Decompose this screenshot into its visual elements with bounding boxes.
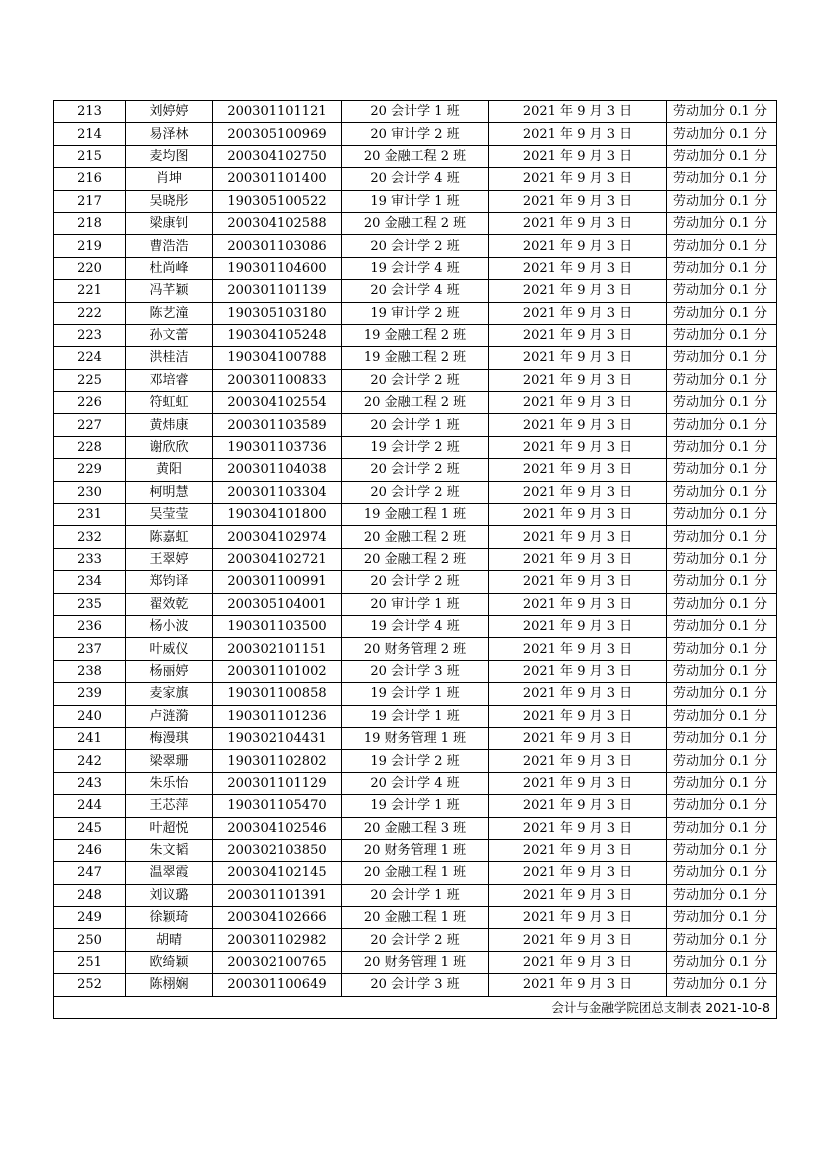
student-id-cell: 200301100649 — [213, 974, 342, 996]
student-name-cell: 麦均图 — [126, 145, 213, 167]
student-id-cell: 200301101139 — [213, 280, 342, 302]
row-number-cell: 222 — [54, 302, 126, 324]
row-number-cell: 227 — [54, 414, 126, 436]
row-number-cell: 224 — [54, 347, 126, 369]
note-cell: 劳动加分 0.1 分 — [667, 884, 777, 906]
class-name-cell: 20 会计学 4 班 — [342, 772, 489, 794]
table-row — [54, 347, 777, 369]
note-cell: 劳动加分 0.1 分 — [667, 683, 777, 705]
student-id-cell: 200301101400 — [213, 168, 342, 190]
class-name-cell: 20 会计学 1 班 — [342, 884, 489, 906]
student-name-cell: 谢欣欣 — [126, 436, 213, 458]
class-name-cell: 19 会计学 2 班 — [342, 750, 489, 772]
row-number-cell: 240 — [54, 705, 126, 727]
table-row — [54, 548, 777, 570]
date-cell: 2021 年 9 月 3 日 — [489, 235, 667, 257]
class-name-cell: 20 会计学 3 班 — [342, 974, 489, 996]
student-id-cell: 200302103850 — [213, 839, 342, 861]
note-cell: 劳动加分 0.1 分 — [667, 190, 777, 212]
date-cell: 2021 年 9 月 3 日 — [489, 951, 667, 973]
table-row — [54, 951, 777, 973]
note-cell: 劳动加分 0.1 分 — [667, 123, 777, 145]
student-id-cell: 200304102974 — [213, 526, 342, 548]
row-number-cell: 237 — [54, 638, 126, 660]
row-number-cell: 216 — [54, 168, 126, 190]
student-id-cell: 200301100833 — [213, 369, 342, 391]
table-row — [54, 168, 777, 190]
row-number-cell: 218 — [54, 212, 126, 234]
student-name-cell: 温翠霞 — [126, 862, 213, 884]
note-cell: 劳动加分 0.1 分 — [667, 168, 777, 190]
student-name-cell: 欧绮颖 — [126, 951, 213, 973]
class-name-cell: 20 会计学 4 班 — [342, 168, 489, 190]
class-name-cell: 19 会计学 1 班 — [342, 705, 489, 727]
class-name-cell: 19 会计学 4 班 — [342, 257, 489, 279]
table-row — [54, 571, 777, 593]
student-name-cell: 徐颖琦 — [126, 907, 213, 929]
row-number-cell: 244 — [54, 795, 126, 817]
student-name-cell: 黄炜康 — [126, 414, 213, 436]
student-id-cell: 200304102145 — [213, 862, 342, 884]
class-name-cell: 19 审计学 1 班 — [342, 190, 489, 212]
table-row — [54, 212, 777, 234]
date-cell: 2021 年 9 月 3 日 — [489, 168, 667, 190]
date-cell: 2021 年 9 月 3 日 — [489, 683, 667, 705]
student-id-cell: 200301103589 — [213, 414, 342, 436]
class-name-cell: 19 会计学 1 班 — [342, 683, 489, 705]
table-row — [54, 101, 777, 123]
student-name-cell: 柯明慧 — [126, 481, 213, 503]
date-cell: 2021 年 9 月 3 日 — [489, 459, 667, 481]
row-number-cell: 215 — [54, 145, 126, 167]
student-name-cell: 胡晴 — [126, 929, 213, 951]
table-row — [54, 414, 777, 436]
row-number-cell: 226 — [54, 392, 126, 414]
student-id-cell: 190304100788 — [213, 347, 342, 369]
row-number-cell: 252 — [54, 974, 126, 996]
row-number-cell: 249 — [54, 907, 126, 929]
student-id-cell: 190305103180 — [213, 302, 342, 324]
student-id-cell: 190305100522 — [213, 190, 342, 212]
table-row — [54, 795, 777, 817]
student-id-cell: 200301100991 — [213, 571, 342, 593]
note-cell: 劳动加分 0.1 分 — [667, 750, 777, 772]
row-number-cell: 229 — [54, 459, 126, 481]
row-number-cell: 248 — [54, 884, 126, 906]
student-id-cell: 200304102750 — [213, 145, 342, 167]
date-cell: 2021 年 9 月 3 日 — [489, 638, 667, 660]
note-cell: 劳动加分 0.1 分 — [667, 324, 777, 346]
note-cell: 劳动加分 0.1 分 — [667, 257, 777, 279]
student-name-cell: 孙文蕾 — [126, 324, 213, 346]
table-row — [54, 615, 777, 637]
class-name-cell: 19 会计学 1 班 — [342, 795, 489, 817]
table-row — [54, 750, 777, 772]
row-number-cell: 233 — [54, 548, 126, 570]
student-name-cell: 梁康钊 — [126, 212, 213, 234]
date-cell: 2021 年 9 月 3 日 — [489, 929, 667, 951]
table-row — [54, 280, 777, 302]
row-number-cell: 214 — [54, 123, 126, 145]
class-name-cell: 20 金融工程 2 班 — [342, 392, 489, 414]
note-cell: 劳动加分 0.1 分 — [667, 392, 777, 414]
class-name-cell: 20 金融工程 1 班 — [342, 907, 489, 929]
date-cell: 2021 年 9 月 3 日 — [489, 481, 667, 503]
student-name-cell: 王芯萍 — [126, 795, 213, 817]
date-cell: 2021 年 9 月 3 日 — [489, 593, 667, 615]
class-name-cell: 19 财务管理 1 班 — [342, 727, 489, 749]
date-cell: 2021 年 9 月 3 日 — [489, 795, 667, 817]
table-row — [54, 369, 777, 391]
note-cell: 劳动加分 0.1 分 — [667, 459, 777, 481]
note-cell: 劳动加分 0.1 分 — [667, 481, 777, 503]
table-row — [54, 526, 777, 548]
date-cell: 2021 年 9 月 3 日 — [489, 504, 667, 526]
note-cell: 劳动加分 0.1 分 — [667, 369, 777, 391]
class-name-cell: 19 金融工程 2 班 — [342, 324, 489, 346]
student-name-cell: 梅漫琪 — [126, 727, 213, 749]
note-cell: 劳动加分 0.1 分 — [667, 571, 777, 593]
student-id-cell: 200305100969 — [213, 123, 342, 145]
student-name-cell: 朱文韬 — [126, 839, 213, 861]
note-cell: 劳动加分 0.1 分 — [667, 817, 777, 839]
note-cell: 劳动加分 0.1 分 — [667, 504, 777, 526]
class-name-cell: 20 审计学 1 班 — [342, 593, 489, 615]
row-number-cell: 236 — [54, 615, 126, 637]
class-name-cell: 19 会计学 2 班 — [342, 436, 489, 458]
table-row — [54, 705, 777, 727]
date-cell: 2021 年 9 月 3 日 — [489, 974, 667, 996]
row-number-cell: 243 — [54, 772, 126, 794]
class-name-cell: 20 会计学 4 班 — [342, 280, 489, 302]
student-name-cell: 杜尚峰 — [126, 257, 213, 279]
note-cell: 劳动加分 0.1 分 — [667, 548, 777, 570]
student-name-cell: 吴晓彤 — [126, 190, 213, 212]
student-name-cell: 易泽林 — [126, 123, 213, 145]
student-id-cell: 200302101151 — [213, 638, 342, 660]
student-name-cell: 曹浩浩 — [126, 235, 213, 257]
student-name-cell: 叶超悦 — [126, 817, 213, 839]
class-name-cell: 19 审计学 2 班 — [342, 302, 489, 324]
class-name-cell: 19 金融工程 2 班 — [342, 347, 489, 369]
class-name-cell: 20 会计学 2 班 — [342, 481, 489, 503]
row-number-cell: 228 — [54, 436, 126, 458]
row-number-cell: 234 — [54, 571, 126, 593]
student-id-cell: 190301101236 — [213, 705, 342, 727]
class-name-cell: 20 会计学 2 班 — [342, 929, 489, 951]
student-name-cell: 黄阳 — [126, 459, 213, 481]
table-row — [54, 257, 777, 279]
date-cell: 2021 年 9 月 3 日 — [489, 750, 667, 772]
table-row — [54, 974, 777, 996]
date-cell: 2021 年 9 月 3 日 — [489, 884, 667, 906]
class-name-cell: 20 审计学 2 班 — [342, 123, 489, 145]
student-id-cell: 190301103500 — [213, 615, 342, 637]
note-cell: 劳动加分 0.1 分 — [667, 302, 777, 324]
student-name-cell: 陈艺潼 — [126, 302, 213, 324]
class-name-cell: 20 金融工程 2 班 — [342, 145, 489, 167]
student-id-cell: 190304105248 — [213, 324, 342, 346]
note-cell: 劳动加分 0.1 分 — [667, 907, 777, 929]
date-cell: 2021 年 9 月 3 日 — [489, 145, 667, 167]
table-row — [54, 638, 777, 660]
note-cell: 劳动加分 0.1 分 — [667, 280, 777, 302]
student-name-cell: 朱乐怡 — [126, 772, 213, 794]
class-name-cell: 20 会计学 3 班 — [342, 660, 489, 682]
note-cell: 劳动加分 0.1 分 — [667, 593, 777, 615]
class-name-cell: 20 金融工程 2 班 — [342, 212, 489, 234]
footer-row — [54, 996, 777, 1018]
student-id-cell: 200304102554 — [213, 392, 342, 414]
date-cell: 2021 年 9 月 3 日 — [489, 839, 667, 861]
date-cell: 2021 年 9 月 3 日 — [489, 615, 667, 637]
row-number-cell: 230 — [54, 481, 126, 503]
row-number-cell: 242 — [54, 750, 126, 772]
class-name-cell: 19 金融工程 1 班 — [342, 504, 489, 526]
note-cell: 劳动加分 0.1 分 — [667, 235, 777, 257]
student-name-cell: 王翠婷 — [126, 548, 213, 570]
student-name-cell: 冯芊颖 — [126, 280, 213, 302]
table-row — [54, 683, 777, 705]
row-number-cell: 232 — [54, 526, 126, 548]
note-cell: 劳动加分 0.1 分 — [667, 839, 777, 861]
student-id-cell: 200304102546 — [213, 817, 342, 839]
student-id-cell: 190301102802 — [213, 750, 342, 772]
date-cell: 2021 年 9 月 3 日 — [489, 324, 667, 346]
student-name-cell: 邓培睿 — [126, 369, 213, 391]
date-cell: 2021 年 9 月 3 日 — [489, 705, 667, 727]
date-cell: 2021 年 9 月 3 日 — [489, 727, 667, 749]
date-cell: 2021 年 9 月 3 日 — [489, 772, 667, 794]
class-name-cell: 20 会计学 1 班 — [342, 101, 489, 123]
note-cell: 劳动加分 0.1 分 — [667, 660, 777, 682]
student-id-cell: 200301104038 — [213, 459, 342, 481]
date-cell: 2021 年 9 月 3 日 — [489, 212, 667, 234]
table-row — [54, 839, 777, 861]
note-cell: 劳动加分 0.1 分 — [667, 347, 777, 369]
table-row — [54, 392, 777, 414]
date-cell: 2021 年 9 月 3 日 — [489, 257, 667, 279]
student-id-cell: 200304102721 — [213, 548, 342, 570]
table-row — [54, 235, 777, 257]
class-name-cell: 20 金融工程 1 班 — [342, 862, 489, 884]
table-row — [54, 190, 777, 212]
row-number-cell: 250 — [54, 929, 126, 951]
note-cell: 劳动加分 0.1 分 — [667, 727, 777, 749]
table-row — [54, 929, 777, 951]
table-row — [54, 145, 777, 167]
student-name-cell: 梁翠珊 — [126, 750, 213, 772]
student-name-cell: 叶威仪 — [126, 638, 213, 660]
date-cell: 2021 年 9 月 3 日 — [489, 817, 667, 839]
table-row — [54, 481, 777, 503]
date-cell: 2021 年 9 月 3 日 — [489, 548, 667, 570]
row-number-cell: 247 — [54, 862, 126, 884]
class-name-cell: 20 会计学 2 班 — [342, 235, 489, 257]
class-name-cell: 20 财务管理 1 班 — [342, 839, 489, 861]
student-id-cell: 200301101002 — [213, 660, 342, 682]
note-cell: 劳动加分 0.1 分 — [667, 705, 777, 727]
row-number-cell: 225 — [54, 369, 126, 391]
table-row — [54, 772, 777, 794]
student-name-cell: 翟效乾 — [126, 593, 213, 615]
student-id-cell: 200301102982 — [213, 929, 342, 951]
row-number-cell: 223 — [54, 324, 126, 346]
row-number-cell: 235 — [54, 593, 126, 615]
row-number-cell: 239 — [54, 683, 126, 705]
student-id-cell: 200301101129 — [213, 772, 342, 794]
row-number-cell: 246 — [54, 839, 126, 861]
class-name-cell: 20 会计学 1 班 — [342, 414, 489, 436]
table-row — [54, 504, 777, 526]
date-cell: 2021 年 9 月 3 日 — [489, 660, 667, 682]
student-id-cell: 200301103304 — [213, 481, 342, 503]
table-row — [54, 436, 777, 458]
student-id-cell: 200301101391 — [213, 884, 342, 906]
table-row — [54, 817, 777, 839]
student-id-cell: 190301100858 — [213, 683, 342, 705]
student-name-cell: 刘婷婷 — [126, 101, 213, 123]
table-row — [54, 123, 777, 145]
row-number-cell: 220 — [54, 257, 126, 279]
roster-table — [53, 100, 777, 1019]
student-name-cell: 陈嘉虹 — [126, 526, 213, 548]
date-cell: 2021 年 9 月 3 日 — [489, 123, 667, 145]
student-name-cell: 卢涟漪 — [126, 705, 213, 727]
date-cell: 2021 年 9 月 3 日 — [489, 369, 667, 391]
table-row — [54, 727, 777, 749]
footer-note: 会计与金融学院团总支制表 2021-10-8 — [54, 996, 777, 1018]
student-id-cell: 200304102666 — [213, 907, 342, 929]
student-name-cell: 洪桂洁 — [126, 347, 213, 369]
note-cell: 劳动加分 0.1 分 — [667, 795, 777, 817]
row-number-cell: 213 — [54, 101, 126, 123]
student-id-cell: 200305104001 — [213, 593, 342, 615]
note-cell: 劳动加分 0.1 分 — [667, 929, 777, 951]
note-cell: 劳动加分 0.1 分 — [667, 436, 777, 458]
note-cell: 劳动加分 0.1 分 — [667, 862, 777, 884]
row-number-cell: 221 — [54, 280, 126, 302]
row-number-cell: 217 — [54, 190, 126, 212]
table-row — [54, 660, 777, 682]
row-number-cell: 241 — [54, 727, 126, 749]
class-name-cell: 20 会计学 2 班 — [342, 369, 489, 391]
student-id-cell: 190301105470 — [213, 795, 342, 817]
student-id-cell: 190302104431 — [213, 727, 342, 749]
student-id-cell: 200304102588 — [213, 212, 342, 234]
date-cell: 2021 年 9 月 3 日 — [489, 347, 667, 369]
table-row — [54, 862, 777, 884]
table-row — [54, 302, 777, 324]
note-cell: 劳动加分 0.1 分 — [667, 772, 777, 794]
table-row — [54, 459, 777, 481]
date-cell: 2021 年 9 月 3 日 — [489, 414, 667, 436]
class-name-cell: 20 财务管理 2 班 — [342, 638, 489, 660]
class-name-cell: 20 金融工程 3 班 — [342, 817, 489, 839]
student-id-cell: 190301103736 — [213, 436, 342, 458]
date-cell: 2021 年 9 月 3 日 — [489, 280, 667, 302]
date-cell: 2021 年 9 月 3 日 — [489, 101, 667, 123]
row-number-cell: 231 — [54, 504, 126, 526]
note-cell: 劳动加分 0.1 分 — [667, 974, 777, 996]
student-id-cell: 200301101121 — [213, 101, 342, 123]
row-number-cell: 219 — [54, 235, 126, 257]
student-name-cell: 郑钧译 — [126, 571, 213, 593]
student-name-cell: 杨丽婷 — [126, 660, 213, 682]
class-name-cell: 19 会计学 4 班 — [342, 615, 489, 637]
student-id-cell: 200302100765 — [213, 951, 342, 973]
student-name-cell: 麦家旗 — [126, 683, 213, 705]
row-number-cell: 238 — [54, 660, 126, 682]
class-name-cell: 20 财务管理 1 班 — [342, 951, 489, 973]
class-name-cell: 20 金融工程 2 班 — [342, 526, 489, 548]
note-cell: 劳动加分 0.1 分 — [667, 414, 777, 436]
table-row — [54, 884, 777, 906]
note-cell: 劳动加分 0.1 分 — [667, 615, 777, 637]
note-cell: 劳动加分 0.1 分 — [667, 638, 777, 660]
student-name-cell: 肖坤 — [126, 168, 213, 190]
student-id-cell: 200301103086 — [213, 235, 342, 257]
date-cell: 2021 年 9 月 3 日 — [489, 526, 667, 548]
class-name-cell: 20 金融工程 2 班 — [342, 548, 489, 570]
date-cell: 2021 年 9 月 3 日 — [489, 392, 667, 414]
note-cell: 劳动加分 0.1 分 — [667, 101, 777, 123]
date-cell: 2021 年 9 月 3 日 — [489, 436, 667, 458]
note-cell: 劳动加分 0.1 分 — [667, 212, 777, 234]
class-name-cell: 20 会计学 2 班 — [342, 459, 489, 481]
date-cell: 2021 年 9 月 3 日 — [489, 190, 667, 212]
table-row — [54, 907, 777, 929]
student-name-cell: 符虹虹 — [126, 392, 213, 414]
student-id-cell: 190301104600 — [213, 257, 342, 279]
table-row — [54, 593, 777, 615]
student-name-cell: 刘议璐 — [126, 884, 213, 906]
note-cell: 劳动加分 0.1 分 — [667, 526, 777, 548]
student-id-cell: 190304101800 — [213, 504, 342, 526]
student-name-cell: 陈栩娴 — [126, 974, 213, 996]
row-number-cell: 245 — [54, 817, 126, 839]
note-cell: 劳动加分 0.1 分 — [667, 145, 777, 167]
roster-body — [54, 101, 777, 997]
date-cell: 2021 年 9 月 3 日 — [489, 302, 667, 324]
class-name-cell: 20 会计学 2 班 — [342, 571, 489, 593]
student-name-cell: 杨小波 — [126, 615, 213, 637]
date-cell: 2021 年 9 月 3 日 — [489, 862, 667, 884]
date-cell: 2021 年 9 月 3 日 — [489, 571, 667, 593]
student-name-cell: 吴莹莹 — [126, 504, 213, 526]
note-cell: 劳动加分 0.1 分 — [667, 951, 777, 973]
table-row — [54, 324, 777, 346]
date-cell: 2021 年 9 月 3 日 — [489, 907, 667, 929]
row-number-cell: 251 — [54, 951, 126, 973]
